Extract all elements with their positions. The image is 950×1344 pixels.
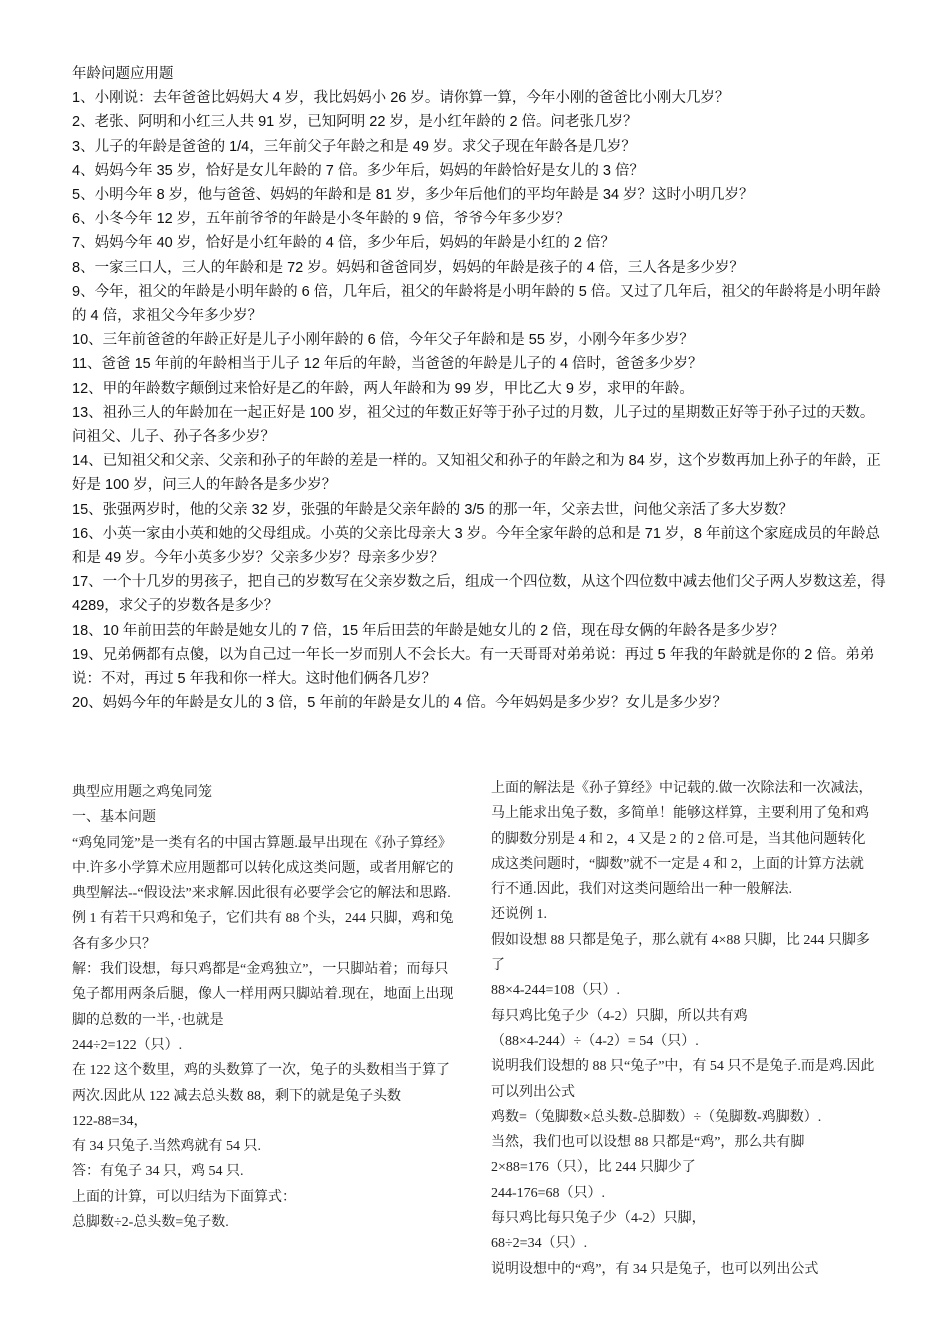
- paragraph: 上面的解法是《孙子算经》中记载的.做一次除法和一次减法，马上能求出兔子数，多简单！能够这样算，主要利用了兔和鸡的脚数分别是 4 和 2，4 又是 2 的 2 倍.可是，当其他问题转化成这类问题时，“脚数”就不一定是 4 和 2，上面的计算方法就行不通.因此，我们对这类问题给出一种一般解法.: [491, 781, 873, 898]
- equation: 244-176=68（只）.: [491, 1185, 606, 1201]
- question-14: 14、已知祖父和父亲、父亲和孙子的年龄的差是一样的。又知祖父和孙子的年龄之和为 84 岁，这个岁数再加上孙子的年龄，正好是 100 岁，问三人的年龄各是多少岁？: [72, 453, 881, 494]
- subsection-heading: 一、基本问题: [72, 810, 156, 826]
- paragraph: 当然，我们也可以设想 88 只都是“鸡”，那么共有脚: [491, 1135, 805, 1151]
- question-13: 13、祖孙三人的年龄加在一起正好是 100 岁，祖父过的年数正好等于孙子过的月数，儿子过的星期数正好等于孙子过的天数。问祖父、儿子、孙子各多少岁？: [72, 404, 875, 446]
- question-19: 19、兄弟俩都有点傻，以为自己过一年长一岁而别人不会长大。有一天哥哥对弟弟说：再过 5 年我的年龄就是你的 2 倍。弟弟说：不对，再过 5 年我和你一样大。这时他们俩各几岁？: [72, 646, 875, 688]
- equation: （88×4-244）÷（4-2）= 54（只）.: [491, 1033, 699, 1049]
- paragraph: 假如设想 88 只都是兔子，那么就有 4×88 只脚，比 244 只脚多了: [491, 932, 870, 974]
- equation: 88×4-244=108（只）.: [491, 983, 620, 999]
- question-17: 17、一个十几岁的男孩子，把自己的岁数写在父亲岁数之后，组成一个四位数，从这个四位数中减去他们父子两人岁数这差，得 4289，求父子的岁数各是多少？: [72, 574, 886, 615]
- question-2: 2、老张、阿明和小红三人共 91 岁，已知阿明 22 岁，是小红年龄的 2 倍。问老张几岁？: [72, 114, 638, 131]
- equation: 68÷2=34（只）.: [491, 1236, 588, 1252]
- question-7: 7、妈妈今年 40 岁，恰好是小红年龄的 4 倍，多少年后，妈妈的年龄是小红的 2 倍？: [72, 235, 615, 252]
- formula: 鸡数=（兔脚数×总头数-总脚数）÷（兔脚数-鸡脚数）.: [491, 1109, 822, 1125]
- question-10: 10、三年前爸爸的年龄正好是儿子小刚年龄的 6 倍，今年父子年龄和是 55 岁，小刚今年多少岁？: [72, 332, 694, 349]
- paragraph: 还说例 1.: [491, 907, 547, 923]
- paragraph: 解：我们设想，每只鸡都是“金鸡独立”，一只脚站着；而每只兔子都用两条后腿，像人一样用两只脚站着.现在，地面上出现脚的总数的一半，·也就是: [72, 962, 454, 1028]
- paragraph: 有 34 只兔子.当然鸡就有 54 只.: [72, 1139, 261, 1155]
- equation: 244÷2=122（只）.: [72, 1037, 183, 1053]
- question-20: 20、妈妈今年的年龄是女儿的 3 倍，5 年前的年龄是女儿的 4 倍。今年妈妈是多少岁？女儿是多少岁？: [72, 695, 727, 712]
- question-4: 4、妈妈今年 35 岁，恰好是女儿年龄的 7 倍。多少年后，妈妈的年龄恰好是女儿的 3 倍？: [72, 162, 644, 179]
- age-problems-section: [72, 62, 887, 715]
- question-6: 6、小冬今年 12 岁，五年前爷爷的年龄是小冬年龄的 9 倍，爷爷今年多少岁？: [72, 211, 570, 228]
- question-16: 16、小英一家由小英和她的父母组成。小英的父亲比母亲大 3 岁。今年全家年龄的总和是 71 岁，8 年前这个家庭成员的年龄总和是 49 岁。今年小英多少岁？父亲多少岁？母亲多少岁？: [72, 525, 881, 567]
- column-heading: 典型应用题之鸡兔同笼: [72, 785, 212, 800]
- paragraph: 上面的计算，可以归结为下面算式：: [72, 1189, 296, 1205]
- question-1: 1、小刚说：去年爸爸比妈妈大 4 岁，我比妈妈小 26 岁。请你算一算，今年小刚的爸爸比小刚大几岁？: [72, 90, 730, 107]
- question-9: 9、今年，祖父的年龄是小明年龄的 6 倍，几年后，祖父的年龄将是小明年龄的 5 倍。又过了几年后，祖父的年龄将是小明年龄的 4 倍，求祖父今年多少岁？: [72, 283, 881, 325]
- example-question: 例 1 有若干只鸡和兔子，它们共有 88 个头，244 只脚，鸡和兔各有多少只？: [72, 911, 454, 952]
- paragraph: 说明设想中的“鸡”，有 34 只是兔子，也可以列出公式: [491, 1261, 819, 1277]
- question-11: 11、爸爸 15 年前的年龄相当于儿子 12 年后的年龄，当爸爸的年龄是儿子的 4 倍时，爸爸多少岁？: [72, 356, 703, 373]
- question-12: 12、甲的年龄数字颠倒过来恰好是乙的年龄，两人年龄和为 99 岁，甲比乙大 9 岁，求甲的年龄。: [72, 380, 694, 397]
- equation: 122-88=34，: [72, 1113, 148, 1129]
- question-8: 8、一家三口人，三人的年龄和是 72 岁。妈妈和爸爸同岁，妈妈的年龄是孩子的 4 倍，三人各是多少岁？: [72, 259, 744, 276]
- paragraph: 每只鸡比每只兔子少（4-2）只脚，: [491, 1211, 706, 1227]
- paragraph: 在 122 这个数里，鸡的头数算了一次，兔子的头数相当于算了两次.因此从 122 减去总头数 88，剩下的就是兔子头数: [72, 1063, 450, 1104]
- question-5: 5、小明今年 8 岁，他与爸爸、妈妈的年龄和是 81 岁，多少年后他们的平均年龄是 34 岁？这时小明几岁？: [72, 187, 754, 204]
- question-3: 3、儿子的年龄是爸爸的 1/4，三年前父子年龄之和是 49 岁。求父子现在年龄各是几岁？: [72, 138, 636, 155]
- paragraph: “鸡兔同笼”是一类有名的中国古算题.最早出现在《孙子算经》中.许多小学算术应用题都可以转化成这类问题，或者用解它的典型解法--“假设法”来求解.因此很有必要学会它的解法和思路.: [72, 835, 454, 902]
- question-15: 15、张强两岁时，他的父亲 32 岁，张强的年龄是父亲年龄的 3/5 的那一年，父亲去世，问他父亲活了多大岁数？: [72, 501, 794, 518]
- paragraph: 每只鸡比兔子少（4-2）只脚，所以共有鸡: [491, 1008, 748, 1024]
- answer: 答：有兔子 34 只，鸡 54 只.: [72, 1164, 244, 1180]
- equation: 2×88=176（只），比 244 只脚少了: [491, 1160, 696, 1176]
- chicken-rabbit-right-column: [491, 776, 876, 1282]
- section-title: 年龄问题应用题: [72, 66, 174, 82]
- formula: 总脚数÷2-总头数=兔子数.: [72, 1215, 229, 1231]
- question-18: 18、10 年前田芸的年龄是她女儿的 7 倍，15 年后田芸的年龄是她女儿的 2 倍，现在母女俩的年龄各是多少岁？: [72, 622, 785, 639]
- paragraph: 说明我们设想的 88 只“兔子”中，有 54 只不是兔子.而是鸡.因此可以列出公式: [491, 1059, 875, 1100]
- chicken-rabbit-left-column: [72, 780, 457, 1235]
